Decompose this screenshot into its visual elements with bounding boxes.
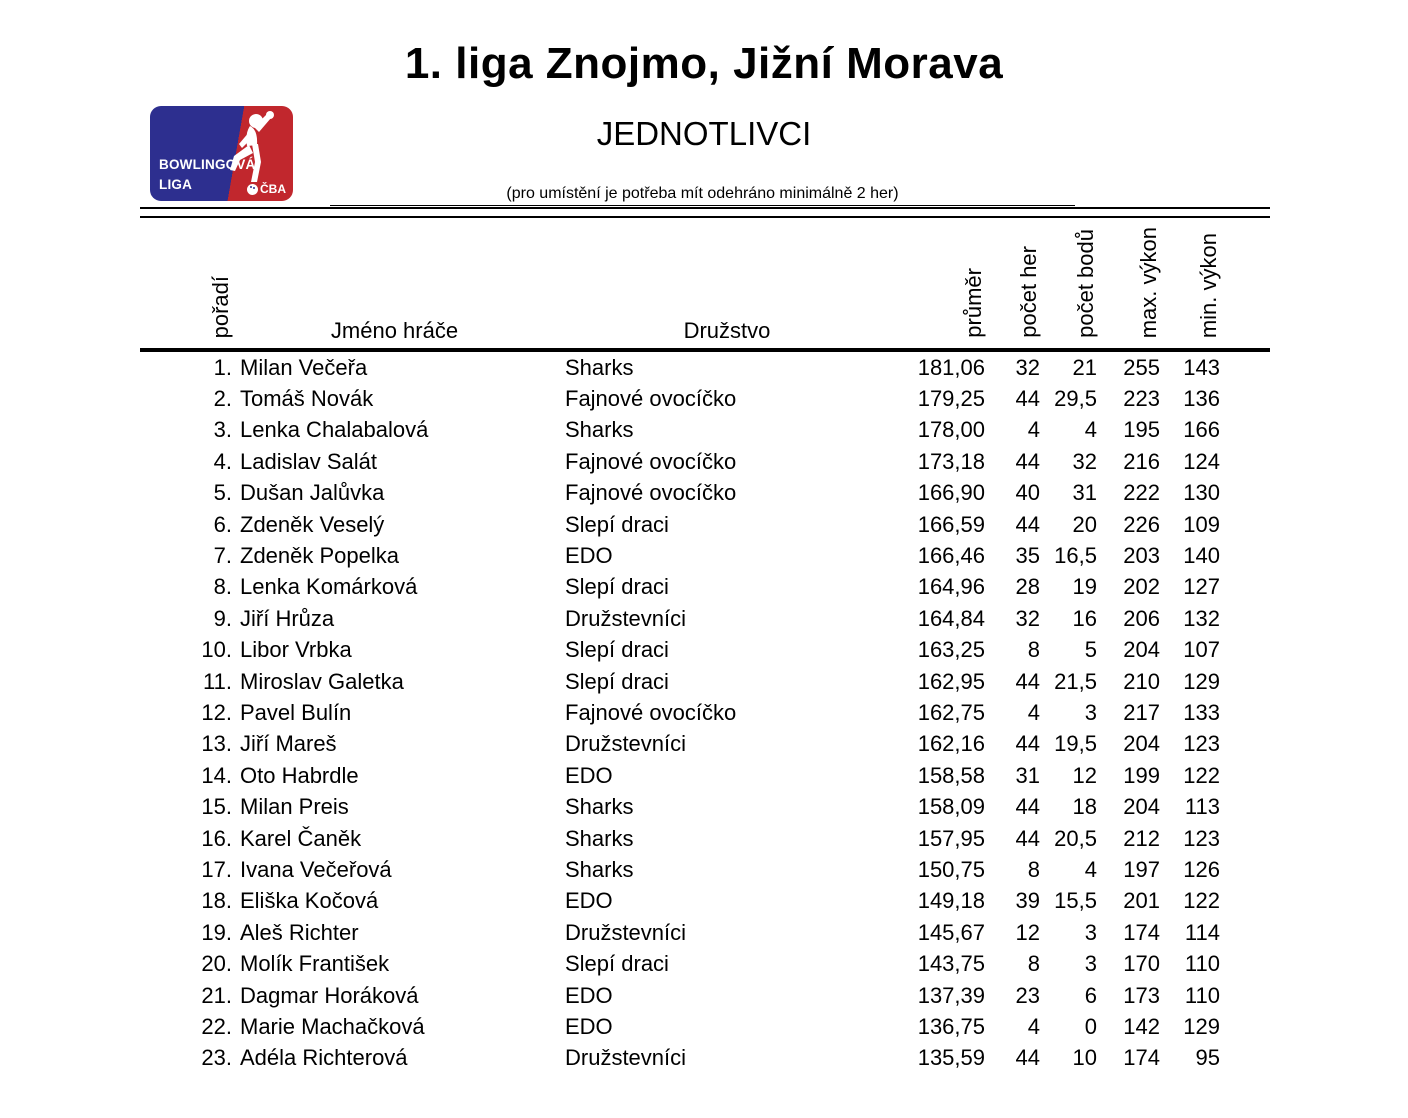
cell-max: 203 — [1123, 543, 1160, 569]
table-row — [140, 540, 1270, 571]
cell-rank: 4. — [213, 448, 232, 474]
cell-games: 35 — [1015, 543, 1040, 569]
cell-team: EDO — [565, 888, 613, 914]
column-header-average-label: průměr — [960, 268, 986, 338]
cell-games: 39 — [1015, 888, 1040, 914]
cell-points: 16,5 — [1054, 543, 1097, 569]
cell-max: 195 — [1123, 417, 1160, 443]
cell-games: 23 — [1015, 982, 1040, 1008]
cell-average: 164,96 — [917, 574, 985, 600]
cell-player-name: Lenka Komárková — [240, 574, 418, 600]
column-header-team — [557, 226, 897, 350]
cell-min: 140 — [1183, 543, 1220, 569]
table-row — [140, 729, 1270, 760]
table-row — [140, 478, 1270, 509]
column-header-points — [1040, 226, 1097, 350]
cell-player-name: Milan Preis — [240, 794, 349, 820]
cell-player-name: Jiří Hrůza — [240, 605, 335, 631]
cell-points: 3 — [1084, 919, 1097, 945]
cell-max: 199 — [1123, 762, 1160, 788]
column-header-min-label: min. výkon — [1195, 232, 1221, 338]
cell-average: 179,25 — [917, 386, 985, 412]
cell-max: 173 — [1123, 982, 1160, 1008]
cell-max: 197 — [1123, 856, 1160, 882]
cell-points: 5 — [1084, 637, 1097, 663]
cell-min: 166 — [1183, 417, 1220, 443]
cell-max: 212 — [1123, 825, 1160, 851]
cell-average: 143,75 — [917, 951, 985, 977]
cell-points: 3 — [1084, 699, 1097, 725]
cell-min: 130 — [1183, 480, 1220, 506]
cell-team: Slepí draci — [565, 574, 669, 600]
cell-points: 4 — [1084, 856, 1097, 882]
cell-rank: 8. — [213, 574, 232, 600]
cell-max: 206 — [1123, 605, 1160, 631]
cell-games: 4 — [1027, 1013, 1040, 1039]
cell-games: 31 — [1015, 762, 1040, 788]
cell-rank: 22. — [201, 1013, 232, 1039]
table-row — [140, 823, 1270, 854]
standings-section — [140, 226, 1270, 1074]
logo-text-line2: LIGA — [159, 177, 193, 192]
cell-player-name: Lenka Chalabalová — [240, 417, 429, 443]
cell-player-name: Adéla Richterová — [240, 1045, 408, 1071]
cell-team: Fajnové ovocíčko — [565, 386, 737, 412]
cell-rank: 18. — [201, 888, 232, 914]
table-row — [140, 603, 1270, 634]
cell-rank: 13. — [201, 731, 232, 757]
cell-rank: 1. — [213, 354, 232, 380]
cell-team: Sharks — [565, 794, 634, 820]
cell-min: 95 — [1195, 1045, 1220, 1071]
cell-points: 0 — [1084, 1013, 1097, 1039]
cell-games: 44 — [1015, 448, 1040, 474]
cell-min: 129 — [1183, 668, 1220, 694]
column-header-team-label: Družstvo — [683, 318, 771, 343]
cell-team: Fajnové ovocíčko — [565, 699, 737, 725]
column-header-name-label: Jméno hráče — [330, 318, 459, 343]
table-row — [140, 1043, 1270, 1074]
cell-points: 15,5 — [1054, 888, 1097, 914]
cell-player-name: Tomáš Novák — [240, 386, 374, 412]
cell-rank: 7. — [213, 543, 232, 569]
cell-team: Fajnové ovocíčko — [565, 480, 737, 506]
column-header-average — [897, 226, 985, 350]
cell-rank: 16. — [201, 825, 232, 851]
cell-points: 19 — [1072, 574, 1097, 600]
cell-team: EDO — [565, 1013, 613, 1039]
cba-badge — [247, 182, 286, 196]
cell-min: 122 — [1183, 888, 1220, 914]
table-row — [140, 980, 1270, 1011]
cell-min: 124 — [1183, 448, 1220, 474]
cell-min: 110 — [1184, 951, 1220, 977]
cell-games: 28 — [1015, 574, 1040, 600]
cell-average: 173,18 — [917, 448, 985, 474]
cell-average: 162,95 — [917, 668, 985, 694]
cell-player-name: Pavel Bulín — [240, 699, 352, 725]
cell-points: 16 — [1072, 605, 1097, 631]
table-row — [140, 760, 1270, 791]
table-row — [140, 791, 1270, 822]
cell-team: Slepí draci — [565, 511, 669, 537]
cell-player-name: Ladislav Salát — [240, 448, 377, 474]
cell-max: 202 — [1123, 574, 1160, 600]
cell-team: EDO — [565, 982, 613, 1008]
column-header-rank-label: pořadí — [207, 275, 233, 338]
cell-max: 142 — [1123, 1013, 1160, 1039]
cell-player-name: Ivana Večeřová — [240, 856, 392, 882]
cell-points: 29,5 — [1054, 386, 1097, 412]
cell-min: 126 — [1183, 856, 1220, 882]
cell-team: EDO — [565, 543, 613, 569]
cell-team: Družstevníci — [565, 731, 687, 757]
cell-min: 110 — [1184, 982, 1220, 1008]
cell-player-name: Aleš Richter — [240, 919, 359, 945]
cell-games: 4 — [1027, 699, 1040, 725]
cell-games: 32 — [1015, 354, 1040, 380]
cell-rank: 23. — [201, 1045, 232, 1071]
cell-average: 157,95 — [917, 825, 985, 851]
cell-team: Sharks — [565, 417, 634, 443]
cell-team: Sharks — [565, 825, 634, 851]
cell-rank: 9. — [213, 605, 232, 631]
cell-rank: 20. — [201, 951, 232, 977]
cell-max: 174 — [1123, 1045, 1160, 1071]
cell-min: 113 — [1184, 794, 1220, 820]
cell-average: 158,58 — [917, 762, 985, 788]
cell-max: 170 — [1123, 951, 1160, 977]
table-row — [140, 509, 1270, 540]
cell-min: 127 — [1183, 574, 1220, 600]
cell-team: Slepí draci — [565, 951, 669, 977]
cell-min: 122 — [1183, 762, 1220, 788]
cell-average: 162,16 — [917, 731, 985, 757]
cell-player-name: Marie Machačková — [240, 1013, 425, 1039]
logo-text-line1: BOWLINGOVÁ — [159, 157, 256, 172]
cell-average: 136,75 — [917, 1013, 985, 1039]
qualification-note: (pro umístění je potřeba mít odehráno minimálně 2 her) — [330, 185, 1075, 206]
cell-player-name: Miroslav Galetka — [240, 668, 404, 694]
cell-min: 143 — [1183, 354, 1220, 380]
cell-points: 31 — [1072, 480, 1097, 506]
column-header-min — [1160, 226, 1270, 350]
cell-rank: 6. — [213, 511, 232, 537]
cell-min: 133 — [1183, 699, 1220, 725]
cell-team: Družstevníci — [565, 605, 687, 631]
cell-rank: 21. — [201, 982, 232, 1008]
table-row — [140, 666, 1270, 697]
cell-rank: 12. — [201, 699, 232, 725]
cell-max: 255 — [1123, 354, 1160, 380]
cell-player-name: Jiří Mareš — [240, 731, 337, 757]
table-row — [140, 854, 1270, 885]
cell-min: 132 — [1183, 605, 1220, 631]
table-row — [140, 350, 1270, 383]
column-header-max-label: max. výkon — [1135, 226, 1161, 338]
table-row — [140, 446, 1270, 477]
cell-games: 40 — [1015, 480, 1040, 506]
cell-average: 166,90 — [917, 480, 985, 506]
cell-games: 44 — [1015, 794, 1040, 820]
cell-average: 145,67 — [917, 919, 985, 945]
cell-max: 216 — [1123, 448, 1160, 474]
table-header-row — [140, 226, 1270, 350]
cell-points: 21,5 — [1054, 668, 1097, 694]
cell-min: 129 — [1183, 1013, 1220, 1039]
cell-games: 44 — [1015, 731, 1040, 757]
bowling-ball-icon — [247, 184, 258, 195]
cell-points: 12 — [1072, 762, 1097, 788]
cell-min: 123 — [1183, 731, 1220, 757]
cell-max: 174 — [1123, 919, 1160, 945]
cell-player-name: Zdeněk Popelka — [240, 543, 399, 569]
cell-player-name: Molík František — [240, 951, 390, 977]
cell-player-name: Libor Vrbka — [240, 637, 352, 663]
cell-games: 44 — [1015, 668, 1040, 694]
cell-games: 44 — [1015, 511, 1040, 537]
cell-average: 162,75 — [917, 699, 985, 725]
cell-max: 222 — [1123, 480, 1160, 506]
table-row — [140, 415, 1270, 446]
cell-player-name: Dušan Jalůvka — [240, 480, 385, 506]
cell-max: 226 — [1123, 511, 1160, 537]
cell-team: Slepí draci — [565, 637, 669, 663]
column-header-points-label: počet bodů — [1072, 229, 1098, 338]
cell-min: 107 — [1183, 637, 1220, 663]
cell-max: 204 — [1123, 731, 1160, 757]
cell-player-name: Dagmar Horáková — [240, 982, 419, 1008]
cell-team: EDO — [565, 762, 613, 788]
cell-points: 6 — [1084, 982, 1097, 1008]
cell-rank: 10. — [201, 637, 232, 663]
cell-points: 3 — [1084, 951, 1097, 977]
cell-points: 21 — [1072, 354, 1097, 380]
page-title: 1. liga Znojmo, Jižní Morava — [404, 39, 1004, 88]
column-header-max — [1097, 226, 1160, 350]
header-divider — [140, 207, 1270, 218]
table-row — [140, 1011, 1270, 1042]
table-row — [140, 635, 1270, 666]
table-row — [140, 886, 1270, 917]
cell-min: 109 — [1183, 511, 1220, 537]
cell-points: 20 — [1072, 511, 1097, 537]
cell-average: 181,06 — [917, 354, 985, 380]
cell-max: 204 — [1123, 637, 1160, 663]
cell-max: 204 — [1123, 794, 1160, 820]
cell-rank: 3. — [213, 417, 232, 443]
cell-games: 4 — [1027, 417, 1040, 443]
table-row — [140, 697, 1270, 728]
column-header-rank — [140, 226, 232, 350]
cell-average: 166,59 — [917, 511, 985, 537]
cell-team: Sharks — [565, 354, 634, 380]
cell-team: Slepí draci — [565, 668, 669, 694]
cell-points: 18 — [1072, 794, 1097, 820]
cell-average: 164,84 — [917, 605, 985, 631]
table-row — [140, 948, 1270, 979]
cell-games: 8 — [1027, 951, 1040, 977]
cell-rank: 5. — [213, 480, 232, 506]
cell-player-name: Eliška Kočová — [240, 888, 379, 914]
standings-body — [140, 350, 1270, 1074]
cell-rank: 17. — [201, 856, 232, 882]
cell-average: 150,75 — [917, 856, 985, 882]
column-header-player-name — [232, 226, 557, 350]
cell-max: 210 — [1123, 668, 1160, 694]
cell-average: 166,46 — [917, 543, 985, 569]
cell-games: 44 — [1015, 386, 1040, 412]
cell-games: 44 — [1015, 1045, 1040, 1071]
cell-average: 149,18 — [917, 888, 985, 914]
cell-rank: 19. — [201, 919, 232, 945]
cell-average: 178,00 — [917, 417, 985, 443]
cell-games: 8 — [1027, 856, 1040, 882]
cell-min: 123 — [1183, 825, 1220, 851]
column-header-games-label: počet her — [1015, 246, 1041, 338]
table-row — [140, 572, 1270, 603]
table-row — [140, 383, 1270, 414]
cell-player-name: Oto Habrdle — [240, 762, 359, 788]
cell-max: 217 — [1123, 699, 1160, 725]
cell-player-name: Zdeněk Veselý — [240, 511, 385, 537]
cell-average: 137,39 — [917, 982, 985, 1008]
cell-points: 10 — [1072, 1045, 1097, 1071]
cell-rank: 14. — [201, 762, 232, 788]
cell-points: 19,5 — [1054, 731, 1097, 757]
cell-team: Družstevníci — [565, 919, 687, 945]
cell-player-name: Milan Večeřa — [240, 354, 368, 380]
column-header-games — [985, 226, 1040, 350]
cell-points: 32 — [1072, 448, 1097, 474]
cell-average: 158,09 — [917, 794, 985, 820]
cell-team: Sharks — [565, 856, 634, 882]
cell-average: 135,59 — [917, 1045, 985, 1071]
cell-rank: 15. — [201, 794, 232, 820]
cell-min: 136 — [1183, 386, 1220, 412]
cell-max: 201 — [1123, 888, 1160, 914]
cell-games: 32 — [1015, 605, 1040, 631]
table-row — [140, 917, 1270, 948]
cell-points: 4 — [1084, 417, 1097, 443]
cell-max: 223 — [1123, 386, 1160, 412]
cell-min: 114 — [1184, 919, 1220, 945]
cba-badge-label: ČBA — [260, 182, 286, 196]
cell-games: 12 — [1015, 919, 1040, 945]
standings-table — [140, 226, 1270, 1074]
cell-average: 163,25 — [917, 637, 985, 663]
cell-player-name: Karel Čaněk — [240, 825, 362, 851]
cell-games: 8 — [1027, 637, 1040, 663]
cell-rank: 11. — [203, 668, 232, 694]
cell-points: 20,5 — [1054, 825, 1097, 851]
cell-rank: 2. — [213, 386, 232, 412]
cell-team: Družstevníci — [565, 1045, 687, 1071]
cell-games: 44 — [1015, 825, 1040, 851]
page-subtitle: JEDNOTLIVCI — [596, 115, 812, 152]
cell-team: Fajnové ovocíčko — [565, 448, 737, 474]
